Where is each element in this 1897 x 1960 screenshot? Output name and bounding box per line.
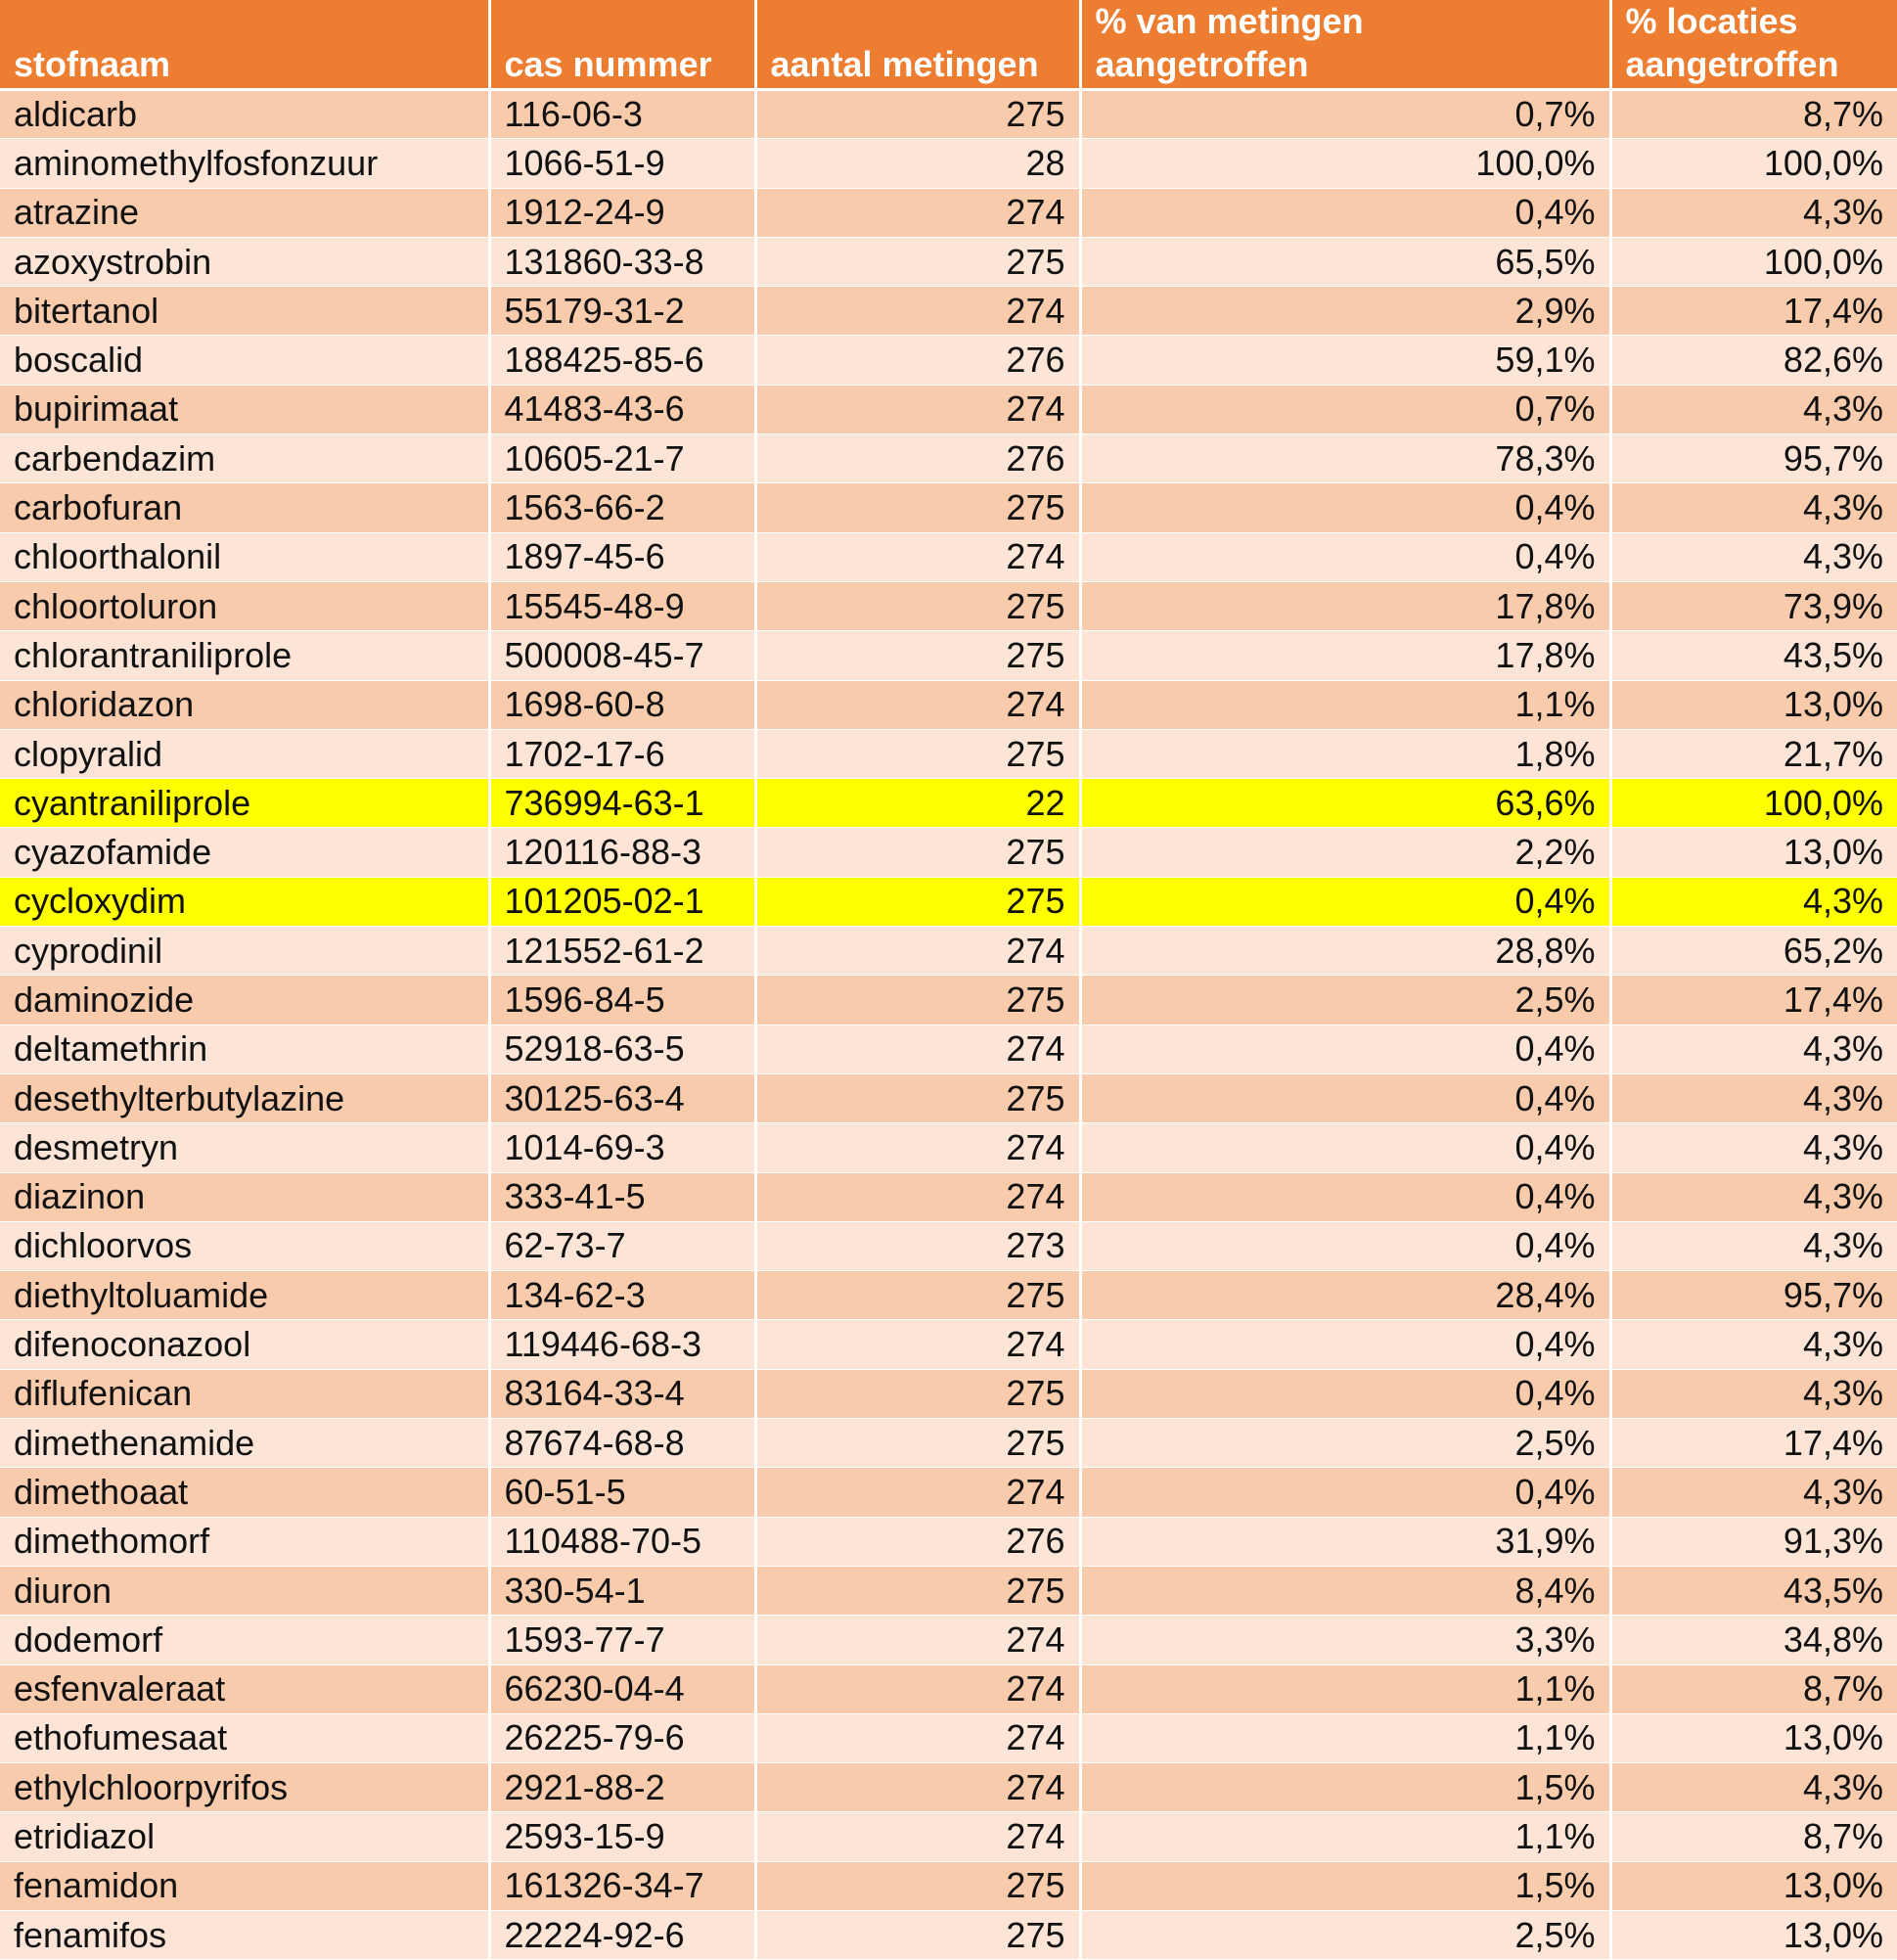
table-row (0, 1468, 1897, 1517)
cell-pct-metingen: 1,1% (1080, 1812, 1610, 1861)
cell-aantal-metingen: 274 (755, 1812, 1080, 1861)
cell-cas-nummer: 15545-48-9 (489, 581, 755, 630)
table-row (0, 1812, 1897, 1861)
cell-pct-locaties: 95,7% (1610, 1271, 1897, 1320)
cell-aantal-metingen: 274 (755, 1320, 1080, 1369)
cell-aantal-metingen: 274 (755, 1664, 1080, 1713)
cell-stofnaam: dimethenamide (0, 1419, 489, 1468)
cell-pct-metingen: 1,5% (1080, 1861, 1610, 1910)
cell-pct-locaties: 4,3% (1610, 1320, 1897, 1369)
cell-aantal-metingen: 274 (755, 1468, 1080, 1517)
cell-stofnaam: desmetryn (0, 1123, 489, 1172)
cell-pct-metingen: 1,5% (1080, 1763, 1610, 1812)
cell-aantal-metingen: 275 (755, 237, 1080, 286)
cell-stofnaam: diflufenican (0, 1369, 489, 1418)
cell-aantal-metingen: 275 (755, 1566, 1080, 1615)
table-row (0, 976, 1897, 1025)
cell-pct-metingen: 0,4% (1080, 1369, 1610, 1418)
cell-cas-nummer: 52918-63-5 (489, 1025, 755, 1073)
cell-aantal-metingen: 274 (755, 1616, 1080, 1664)
cell-aantal-metingen: 274 (755, 927, 1080, 976)
cell-pct-metingen: 2,2% (1080, 828, 1610, 877)
cell-pct-metingen: 0,4% (1080, 1073, 1610, 1122)
cell-aantal-metingen: 275 (755, 1271, 1080, 1320)
table-row (0, 90, 1897, 139)
cell-pct-locaties: 100,0% (1610, 779, 1897, 828)
cell-pct-locaties: 100,0% (1610, 139, 1897, 188)
cell-pct-locaties: 4,3% (1610, 1221, 1897, 1270)
cell-cas-nummer: 1897-45-6 (489, 532, 755, 581)
table-row (0, 680, 1897, 729)
cell-aantal-metingen: 275 (755, 90, 1080, 139)
cell-aantal-metingen: 275 (755, 1419, 1080, 1468)
cell-pct-locaties: 82,6% (1610, 336, 1897, 385)
cell-cas-nummer: 1702-17-6 (489, 729, 755, 778)
cell-aantal-metingen: 274 (755, 680, 1080, 729)
cell-pct-metingen: 28,4% (1080, 1271, 1610, 1320)
cell-cas-nummer: 1066-51-9 (489, 139, 755, 188)
cell-stofnaam: fenamidon (0, 1861, 489, 1910)
cell-pct-metingen: 0,4% (1080, 532, 1610, 581)
cell-aantal-metingen: 274 (755, 532, 1080, 581)
cell-cas-nummer: 1596-84-5 (489, 976, 755, 1025)
table-row (0, 1123, 1897, 1172)
cell-pct-metingen: 2,5% (1080, 1910, 1610, 1959)
cell-stofnaam: cycloxydim (0, 877, 489, 926)
cell-aantal-metingen: 273 (755, 1221, 1080, 1270)
table-row (0, 1566, 1897, 1615)
cell-pct-metingen: 17,8% (1080, 581, 1610, 630)
cell-stofnaam: cyprodinil (0, 927, 489, 976)
header-cas-nummer (489, 0, 755, 90)
cell-aantal-metingen: 275 (755, 1369, 1080, 1418)
cell-stofnaam: dodemorf (0, 1616, 489, 1664)
cell-pct-metingen: 31,9% (1080, 1517, 1610, 1566)
cell-pct-locaties: 13,0% (1610, 1910, 1897, 1959)
cell-pct-locaties: 100,0% (1610, 237, 1897, 286)
table-row (0, 1221, 1897, 1270)
cell-pct-locaties: 65,2% (1610, 927, 1897, 976)
cell-pct-metingen: 2,9% (1080, 287, 1610, 336)
cell-pct-locaties: 43,5% (1610, 1566, 1897, 1615)
cell-pct-metingen: 0,4% (1080, 1320, 1610, 1369)
cell-stofnaam: carbofuran (0, 483, 489, 532)
cell-cas-nummer: 330-54-1 (489, 1566, 755, 1615)
cell-pct-locaties: 17,4% (1610, 1419, 1897, 1468)
cell-aantal-metingen: 28 (755, 139, 1080, 188)
cell-stofnaam: chloorthalonil (0, 532, 489, 581)
cell-aantal-metingen: 275 (755, 877, 1080, 926)
cell-pct-locaties: 17,4% (1610, 287, 1897, 336)
table-row (0, 1763, 1897, 1812)
cell-aantal-metingen: 275 (755, 828, 1080, 877)
table-row (0, 287, 1897, 336)
cell-stofnaam: azoxystrobin (0, 237, 489, 286)
cell-cas-nummer: 2593-15-9 (489, 1812, 755, 1861)
cell-stofnaam: diuron (0, 1566, 489, 1615)
cell-cas-nummer: 66230-04-4 (489, 1664, 755, 1713)
cell-cas-nummer: 110488-70-5 (489, 1517, 755, 1566)
cell-cas-nummer: 10605-21-7 (489, 434, 755, 483)
table-row (0, 1861, 1897, 1910)
header-aantal-metingen (755, 0, 1080, 90)
cell-cas-nummer: 30125-63-4 (489, 1073, 755, 1122)
cell-stofnaam: aminomethylfosfonzuur (0, 139, 489, 188)
header-stofnaam-label: stofnaam (14, 44, 171, 84)
cell-stofnaam: bitertanol (0, 287, 489, 336)
header-row (0, 0, 1897, 90)
cell-pct-metingen: 59,1% (1080, 336, 1610, 385)
cell-cas-nummer: 121552-61-2 (489, 927, 755, 976)
cell-aantal-metingen: 276 (755, 434, 1080, 483)
cell-cas-nummer: 116-06-3 (489, 90, 755, 139)
cell-cas-nummer: 1912-24-9 (489, 188, 755, 237)
table-row (0, 336, 1897, 385)
table-row (0, 1172, 1897, 1221)
cell-pct-locaties: 21,7% (1610, 729, 1897, 778)
cell-cas-nummer: 60-51-5 (489, 1468, 755, 1517)
cell-pct-metingen: 2,5% (1080, 1419, 1610, 1468)
cell-aantal-metingen: 274 (755, 1025, 1080, 1073)
table-row (0, 1713, 1897, 1762)
cell-pct-metingen: 100,0% (1080, 139, 1610, 188)
table-row (0, 532, 1897, 581)
cell-pct-locaties: 73,9% (1610, 581, 1897, 630)
table-row (0, 483, 1897, 532)
cell-cas-nummer: 188425-85-6 (489, 336, 755, 385)
cell-aantal-metingen: 275 (755, 631, 1080, 680)
cell-aantal-metingen: 276 (755, 336, 1080, 385)
cell-stofnaam: dimethoaat (0, 1468, 489, 1517)
cell-cas-nummer: 55179-31-2 (489, 287, 755, 336)
cell-aantal-metingen: 274 (755, 1123, 1080, 1172)
cell-stofnaam: diethyltoluamide (0, 1271, 489, 1320)
cell-pct-locaties: 91,3% (1610, 1517, 1897, 1566)
cell-pct-metingen: 0,7% (1080, 385, 1610, 433)
table-row (0, 1271, 1897, 1320)
cell-pct-metingen: 1,8% (1080, 729, 1610, 778)
cell-pct-metingen: 0,4% (1080, 1025, 1610, 1073)
cell-cas-nummer: 500008-45-7 (489, 631, 755, 680)
cell-cas-nummer: 2921-88-2 (489, 1763, 755, 1812)
cell-cas-nummer: 1014-69-3 (489, 1123, 755, 1172)
cell-pct-metingen: 1,1% (1080, 680, 1610, 729)
cell-stofnaam: fenamifos (0, 1910, 489, 1959)
header-cas-label: cas nummer (504, 44, 712, 84)
cell-pct-locaties: 4,3% (1610, 1073, 1897, 1122)
cell-pct-locaties: 13,0% (1610, 1861, 1897, 1910)
table-row (0, 1517, 1897, 1566)
cell-aantal-metingen: 275 (755, 1910, 1080, 1959)
cell-cas-nummer: 83164-33-4 (489, 1369, 755, 1418)
cell-aantal-metingen: 275 (755, 1861, 1080, 1910)
table-row (0, 631, 1897, 680)
table-row (0, 927, 1897, 976)
table-row (0, 1369, 1897, 1418)
cell-pct-metingen: 0,4% (1080, 1123, 1610, 1172)
cell-cas-nummer: 1563-66-2 (489, 483, 755, 532)
cell-pct-metingen: 78,3% (1080, 434, 1610, 483)
cell-pct-metingen: 0,4% (1080, 877, 1610, 926)
cell-cas-nummer: 120116-88-3 (489, 828, 755, 877)
cell-aantal-metingen: 274 (755, 1763, 1080, 1812)
cell-cas-nummer: 87674-68-8 (489, 1419, 755, 1468)
table-row (0, 188, 1897, 237)
cell-aantal-metingen: 274 (755, 1172, 1080, 1221)
cell-pct-locaties: 17,4% (1610, 976, 1897, 1025)
cell-pct-locaties: 13,0% (1610, 828, 1897, 877)
cell-cas-nummer: 62-73-7 (489, 1221, 755, 1270)
cell-pct-metingen: 8,4% (1080, 1566, 1610, 1615)
cell-stofnaam: ethylchloorpyrifos (0, 1763, 489, 1812)
cell-pct-metingen: 0,4% (1080, 188, 1610, 237)
cell-pct-locaties: 95,7% (1610, 434, 1897, 483)
header-pct-metingen-line2: aangetroffen (1095, 44, 1309, 84)
cell-pct-metingen: 17,8% (1080, 631, 1610, 680)
cell-cas-nummer: 333-41-5 (489, 1172, 755, 1221)
cell-pct-locaties: 8,7% (1610, 1812, 1897, 1861)
cell-stofnaam: carbendazim (0, 434, 489, 483)
cell-pct-locaties: 4,3% (1610, 1763, 1897, 1812)
table-row (0, 237, 1897, 286)
cell-pct-locaties: 4,3% (1610, 1468, 1897, 1517)
cell-pct-metingen: 0,4% (1080, 1468, 1610, 1517)
cell-stofnaam: chlorantraniliprole (0, 631, 489, 680)
cell-stofnaam: bupirimaat (0, 385, 489, 433)
cell-pct-locaties: 4,3% (1610, 188, 1897, 237)
cell-aantal-metingen: 22 (755, 779, 1080, 828)
table-row (0, 1419, 1897, 1468)
header-aantal-label: aantal metingen (770, 44, 1039, 84)
cell-pct-locaties: 4,3% (1610, 483, 1897, 532)
cell-stofnaam: deltamethrin (0, 1025, 489, 1073)
table-body (0, 90, 1897, 1960)
cell-cas-nummer: 161326-34-7 (489, 1861, 755, 1910)
cell-cas-nummer: 736994-63-1 (489, 779, 755, 828)
cell-pct-locaties: 8,7% (1610, 1664, 1897, 1713)
cell-stofnaam: chloortoluron (0, 581, 489, 630)
cell-stofnaam: etridiazol (0, 1812, 489, 1861)
cell-stofnaam: cyazofamide (0, 828, 489, 877)
header-pct-locaties-line1: % locaties (1625, 1, 1798, 41)
cell-cas-nummer: 41483-43-6 (489, 385, 755, 433)
table-row (0, 1025, 1897, 1073)
cell-pct-metingen: 2,5% (1080, 976, 1610, 1025)
cell-pct-metingen: 0,4% (1080, 483, 1610, 532)
table-row (0, 385, 1897, 433)
cell-pct-metingen: 28,8% (1080, 927, 1610, 976)
cell-aantal-metingen: 275 (755, 976, 1080, 1025)
cell-cas-nummer: 134-62-3 (489, 1271, 755, 1320)
cell-aantal-metingen: 274 (755, 287, 1080, 336)
cell-aantal-metingen: 274 (755, 188, 1080, 237)
cell-pct-locaties: 4,3% (1610, 1123, 1897, 1172)
cell-stofnaam: dimethomorf (0, 1517, 489, 1566)
cell-aantal-metingen: 275 (755, 729, 1080, 778)
header-pct-locaties-line2: aangetroffen (1625, 44, 1839, 84)
cell-pct-locaties: 13,0% (1610, 680, 1897, 729)
cell-stofnaam: ethofumesaat (0, 1713, 489, 1762)
cell-pct-metingen: 3,3% (1080, 1616, 1610, 1664)
cell-pct-metingen: 0,7% (1080, 90, 1610, 139)
cell-cas-nummer: 26225-79-6 (489, 1713, 755, 1762)
cell-pct-metingen: 63,6% (1080, 779, 1610, 828)
header-pct-metingen (1080, 0, 1610, 90)
cell-stofnaam: boscalid (0, 336, 489, 385)
cell-stofnaam: clopyralid (0, 729, 489, 778)
cell-pct-locaties: 4,3% (1610, 1172, 1897, 1221)
cell-stofnaam: chloridazon (0, 680, 489, 729)
cell-pct-locaties: 4,3% (1610, 1369, 1897, 1418)
cell-pct-locaties: 8,7% (1610, 90, 1897, 139)
table-row (0, 828, 1897, 877)
table-row (0, 729, 1897, 778)
cell-stofnaam: desethylterbutylazine (0, 1073, 489, 1122)
cell-pct-metingen: 0,4% (1080, 1221, 1610, 1270)
header-pct-locaties (1610, 0, 1897, 90)
cell-pct-metingen: 1,1% (1080, 1713, 1610, 1762)
cell-pct-locaties: 34,8% (1610, 1616, 1897, 1664)
cell-pct-locaties: 4,3% (1610, 1025, 1897, 1073)
cell-stofnaam: aldicarb (0, 90, 489, 139)
table-row (0, 1664, 1897, 1713)
cell-pct-locaties: 4,3% (1610, 877, 1897, 926)
cell-cas-nummer: 1593-77-7 (489, 1616, 755, 1664)
table-row (0, 1073, 1897, 1122)
table-row (0, 1910, 1897, 1959)
table-row (0, 1320, 1897, 1369)
cell-aantal-metingen: 274 (755, 385, 1080, 433)
cell-pct-metingen: 0,4% (1080, 1172, 1610, 1221)
cell-stofnaam: esfenvaleraat (0, 1664, 489, 1713)
cell-aantal-metingen: 276 (755, 1517, 1080, 1566)
cell-pct-locaties: 43,5% (1610, 631, 1897, 680)
table-header (0, 0, 1897, 90)
cell-stofnaam: dichloorvos (0, 1221, 489, 1270)
header-pct-metingen-line1: % van metingen (1095, 1, 1364, 41)
cell-pct-locaties: 4,3% (1610, 385, 1897, 433)
table-row (0, 1616, 1897, 1664)
cell-aantal-metingen: 275 (755, 581, 1080, 630)
cell-stofnaam: diazinon (0, 1172, 489, 1221)
header-stofnaam (0, 0, 489, 90)
cell-aantal-metingen: 274 (755, 1713, 1080, 1762)
cell-stofnaam: daminozide (0, 976, 489, 1025)
cell-pct-locaties: 13,0% (1610, 1713, 1897, 1762)
cell-aantal-metingen: 275 (755, 1073, 1080, 1122)
cell-cas-nummer: 1698-60-8 (489, 680, 755, 729)
cell-pct-metingen: 1,1% (1080, 1664, 1610, 1713)
cell-stofnaam: cyantraniliprole (0, 779, 489, 828)
cell-cas-nummer: 131860-33-8 (489, 237, 755, 286)
cell-stofnaam: atrazine (0, 188, 489, 237)
table-row (0, 139, 1897, 188)
cell-cas-nummer: 119446-68-3 (489, 1320, 755, 1369)
cell-stofnaam: difenoconazool (0, 1320, 489, 1369)
cell-cas-nummer: 101205-02-1 (489, 877, 755, 926)
cell-pct-locaties: 4,3% (1610, 532, 1897, 581)
cell-aantal-metingen: 275 (755, 483, 1080, 532)
table-row (0, 434, 1897, 483)
cell-cas-nummer: 22224-92-6 (489, 1910, 755, 1959)
cell-pct-metingen: 65,5% (1080, 237, 1610, 286)
table-row (0, 779, 1897, 828)
table-row (0, 581, 1897, 630)
table-row (0, 877, 1897, 926)
